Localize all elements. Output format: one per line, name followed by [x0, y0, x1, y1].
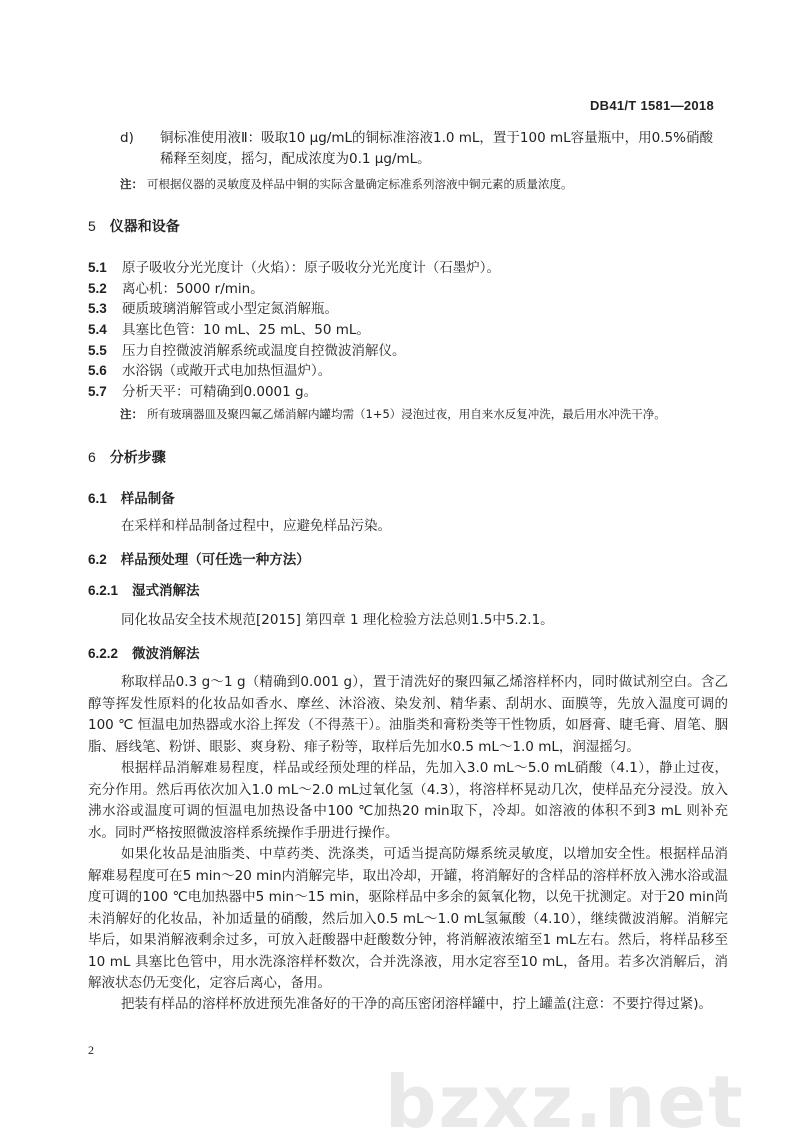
section-6-2-2-number: 6.2.2 [88, 646, 119, 661]
note-2-text: 所有玻璃器皿及聚四氟乙烯消解内罐均需（1+5）浸泡过夜，用自来水反复冲洗，最后用水冲洗干净。 [147, 407, 666, 421]
section-6-1-title: 样品制备 [120, 491, 175, 507]
section-6-2-2-title: 微波消解法 [132, 646, 200, 662]
paragraph-6-2-2-3: 如果化妆品是油脂类、中草药类、洗涤类，可适当提高防爆系统灵敏度，以增加安全性。根据样品消解难易程度可在5 min～20 min内消解完毕，取出冷却，开罐，将消解好的含样品的溶样杯放入沸水浴或温度可调的100 ℃电加热器中5 min～15 min，驱除样品中多余的氮氧化物，以免干扰测定。对于20 min尚未消解好的化妆品，补加适量的硝酸，然后加入0.5 mL～1.0 mL氢氟酸（4.10），继续微波消解。消解完毕后，如果消解液剩余过多，可放入赶酸器中赶酸数分钟，将消解液浓缩至1 mL左右。然后，将样品移至10 mL 具塞比色管中，用水洗涤溶样杯数次，合并洗涤液，用水定容至10 mL，备用。若多次消解后，消解液状态仍无变化，定容后离心，备用。 [88, 846, 728, 991]
standard-code: DB41/T 1581—2018 [589, 98, 714, 113]
section-6-number: 6 [88, 449, 96, 465]
equipment-number: 5.7 [88, 384, 107, 399]
equipment-number: 5.6 [88, 363, 107, 378]
section-5-title: 仪器和设备 [109, 219, 180, 235]
equipment-text: 分析天平：可精确到0.0001 g。 [122, 384, 318, 400]
section-5-number: 5 [88, 218, 96, 234]
section-6-2-2-heading [88, 642, 200, 662]
section-6-2-heading [88, 548, 310, 568]
note-1-label: 注： [120, 177, 143, 191]
section-6-2-1-number: 6.2.1 [88, 583, 119, 598]
paragraph-6-1: 在采样和样品制备过程中，应避免样品污染。 [121, 518, 391, 534]
equipment-item [88, 299, 728, 319]
note-2-label: 注： [120, 407, 143, 421]
section-6-2-1-heading [88, 579, 200, 599]
note-1-text: 可根据仪器的灵敏度及样品中铜的实际含量确定标准系列溶液中铜元素的质量浓度。 [147, 177, 573, 191]
section-6-1-number: 6.1 [88, 491, 107, 506]
equipment-number: 5.4 [88, 322, 107, 337]
section-6-2-title: 样品预处理（可任选一种方法） [120, 552, 310, 568]
section-6-2-number: 6.2 [88, 552, 107, 567]
equipment-text: 原子吸收分光光度计（火焰）：原子吸收分光光度计（石墨炉）。 [122, 260, 500, 276]
equipment-text: 硬质玻璃消解管或小型定氮消解瓶。 [122, 301, 338, 317]
equipment-number: 5.2 [88, 281, 107, 296]
section-5-heading [88, 216, 180, 236]
section-6-heading [88, 447, 166, 467]
equipment-number: 5.3 [88, 301, 107, 316]
paragraph-6-2-2-2: 根据样品消解难易程度，样品或经预处理的样品，先加入3.0 mL～5.0 mL硝酸（4.1），静止过夜，充分作用。然后再依次加入1.0 mL～2.0 mL过氧化氢（4.3），将溶样杯晃动几次，使样品充分浸没。放入沸水浴或温度可调的恒温电加热设备中100 ℃加热20 min取下，冷却。如溶液的体积不到3 mL 则补充水。同时严格按照微波溶样系统操作手册进行操作。 [88, 760, 728, 841]
page-number: 2 [88, 1043, 94, 1057]
item-d [120, 128, 726, 170]
equipment-item [88, 341, 728, 361]
item-d-text: 铜标准使用液Ⅱ：吸取10 μg/mL的铜标准溶液1.0 mL，置于100 mL容量瓶中，用0.5%硝酸稀释至刻度，摇匀，配成浓度为0.1 μg/mL。 [160, 130, 713, 167]
equipment-item [88, 258, 728, 278]
item-d-label: d) [120, 130, 134, 146]
equipment-item [88, 361, 728, 381]
section-6-2-1-title: 湿式消解法 [132, 583, 200, 599]
equipment-item [88, 382, 728, 402]
paragraph-6-2-2-1: 称取样品0.3 g～1 g（精确到0.001 g），置于清洗好的聚四氟乙烯溶样杯内，同时做试剂空白。含乙醇等挥发性原料的化妆品如香水、摩丝、沐浴液、染发剂、精华素、刮胡水、面膜等，先放入温度可调的100 ℃ 恒温电加热器或水浴上挥发（不得蒸干）。油脂类和膏粉类等干性物质，如唇膏、睫毛膏、眉笔、胭脂、唇线笔、粉饼、眼影、爽身粉、痱子粉等，取样后先加水0.5 mL～1.0 mL，润湿摇匀。 [88, 674, 728, 755]
paragraph-6-2-1: 同化妆品安全技术规范[2015] 第四章 1 理化检验方法总则1.5中5.2.1。 [121, 612, 554, 628]
equipment-item [88, 279, 728, 299]
watermark: bzxz.net [385, 1060, 745, 1144]
equipment-item [88, 320, 728, 340]
section-6-1-heading [88, 487, 175, 507]
note-2 [120, 405, 726, 423]
equipment-number: 5.1 [88, 260, 107, 275]
paragraph-6-2-2-4: 把装有样品的溶样杯放进预先准备好的干净的高压密闭溶样罐中，拧上罐盖(注意：不要拧得过紧)。 [121, 996, 713, 1012]
equipment-number: 5.5 [88, 343, 107, 358]
equipment-text: 离心机：5000 r/min。 [122, 281, 264, 297]
equipment-text: 水浴锅（或敞开式电加热恒温炉）。 [122, 363, 332, 379]
equipment-text: 压力自控微波消解系统或温度自控微波消解仪。 [122, 343, 406, 359]
note-1 [120, 175, 726, 193]
equipment-text: 具塞比色管：10 mL、25 mL、50 mL。 [122, 322, 370, 338]
section-6-title: 分析步骤 [109, 450, 166, 466]
